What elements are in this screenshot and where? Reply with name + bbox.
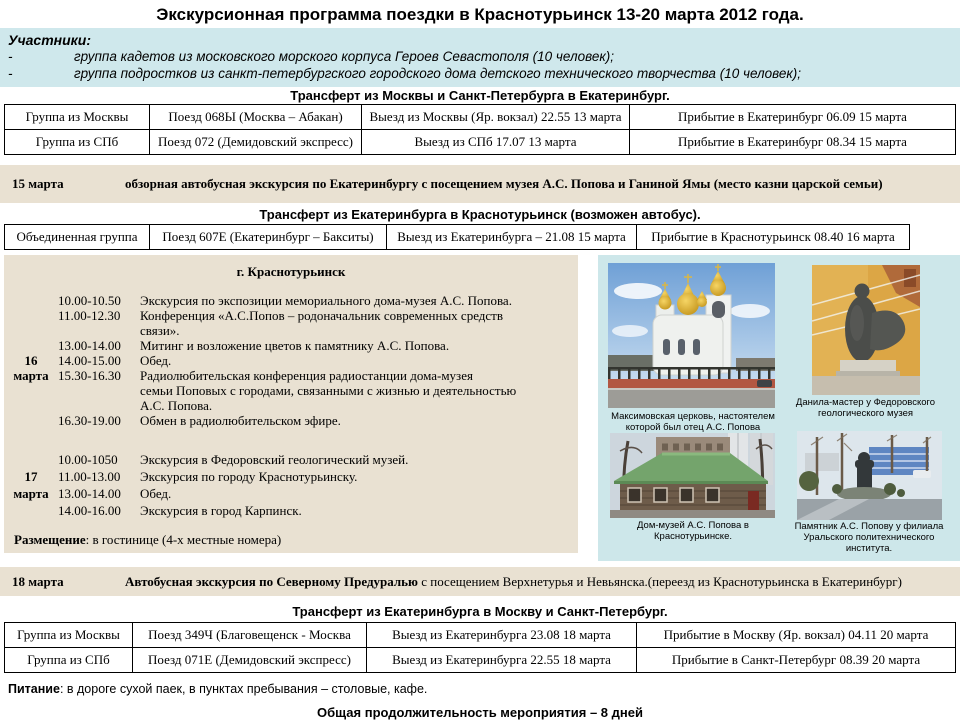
schedule-march17 xyxy=(4,451,578,519)
schedule-time: 16.30-19.00 xyxy=(58,413,121,428)
house-photo xyxy=(610,433,775,518)
duration-line: Общая продолжительность мероприятия – 8 дней xyxy=(317,705,643,720)
march18-text-bold: Автобусная экскурсия по Северному Предуралью xyxy=(125,573,418,589)
city-heading: г. Краснотурьинск xyxy=(236,264,346,279)
schedule-date xyxy=(4,398,58,413)
meals-line xyxy=(8,682,960,696)
schedule-time: 14.00-16.00 xyxy=(58,503,121,518)
schedule-time: 15.30-16.30 xyxy=(58,368,121,383)
participant-item xyxy=(8,48,960,65)
meals-text: : в дороге сухой паек, в пунктах пребывания – столовые, кафе. xyxy=(59,682,428,696)
schedule-line xyxy=(4,338,578,353)
schedule-march16 xyxy=(4,293,578,428)
schedule-text: Конференция «А.С.Попов – родоначальник современных средств xyxy=(140,308,503,323)
schedule-date xyxy=(4,338,58,353)
table-cell: Прибытие в Екатеринбург 08.34 15 марта xyxy=(630,130,956,155)
church-caption: Максимовская церковь, настоятелем которой был отец А.С. Попова xyxy=(611,411,775,433)
schedule-time: 10.00-10.50 xyxy=(58,293,121,308)
participants-box xyxy=(0,28,960,87)
schedule-text: Обед. xyxy=(140,353,172,368)
bullet-dash: - xyxy=(8,66,13,81)
table-cell: Выезд из Москвы (Яр. вокзал) 22.55 13 марта xyxy=(362,105,630,130)
schedule-line xyxy=(4,485,578,502)
schedule-time: 11.00-12.30 xyxy=(58,308,121,323)
schedule-date: 16 xyxy=(24,353,38,368)
schedule-time: 13.00-14.00 xyxy=(58,486,121,501)
section-title-transfer-to-ekb: Трансферт из Москвы и Санкт-Петербурга в Екатеринбург. xyxy=(290,88,670,103)
table-cell: Прибытие в Санкт-Петербург 08.39 20 марта xyxy=(637,648,956,673)
schedule-date: марта xyxy=(13,486,49,501)
section-title-transfer-back: Трансферт из Екатеринбурга в Москву и Санкт-Петербург. xyxy=(292,604,668,619)
statue-caption: Данила-мастер у Федоровского геологического музея xyxy=(795,397,936,419)
march18-date: 18 марта xyxy=(12,573,64,589)
table-cell: Прибытие в Москву (Яр. вокзал) 04.11 20 марта xyxy=(637,623,956,648)
table-cell: Поезд 349Ч (Благовещенск - Москва xyxy=(133,623,367,648)
accommodation-text: : в гостинице (4-х местные номера) xyxy=(85,532,282,547)
table-cell: Выезд из Екатеринбурга – 21.08 15 марта xyxy=(387,225,637,250)
schedule-date: марта xyxy=(13,368,49,383)
schedule-text: Экскурсия в город Карпинск. xyxy=(140,503,302,518)
bullet-dash: - xyxy=(8,49,13,64)
schedule-date: 17 xyxy=(24,469,38,484)
monument-caption: Памятник А.С. Попову у филиала Уральского политехнического института. xyxy=(794,521,944,554)
table-cell: Поезд 071Е (Демидовский экспресс) xyxy=(133,648,367,673)
participant-text: группа кадетов из московского морского корпуса Героев Севастополя (10 человек); xyxy=(74,49,614,64)
march15-band xyxy=(0,165,960,203)
table-row xyxy=(5,648,956,673)
table-cell: Прибытие в Краснотурьинск 08.40 16 марта xyxy=(637,225,910,250)
transfer-back-table xyxy=(4,622,956,673)
participants-heading: Участники: xyxy=(8,32,91,48)
table-cell: Выезд из Екатеринбурга 22.55 18 марта xyxy=(367,648,637,673)
schedule-date xyxy=(4,293,58,308)
schedule-text: Обмен в радиолюбительском эфире. xyxy=(140,413,341,428)
house-caption: Дом-музей А.С. Попова в Краснотурьинске. xyxy=(637,520,749,542)
table-cell: Группа из СПб xyxy=(5,130,150,155)
schedule-line xyxy=(4,398,578,413)
table-cell: Выезд из СПб 17.07 13 марта xyxy=(362,130,630,155)
schedule-date xyxy=(4,502,58,519)
accommodation-line xyxy=(4,532,578,548)
table-cell: Поезд 072 (Демидовский экспресс) xyxy=(150,130,362,155)
schedule-line xyxy=(4,293,578,308)
table-row xyxy=(5,105,956,130)
main-area xyxy=(0,255,960,561)
schedule-time xyxy=(58,323,140,338)
section-title-transfer-to-krasnoturinsk: Трансферт из Екатеринбурга в Краснотурьинск (возможен автобус). xyxy=(259,207,701,222)
table-cell: Группа из Москвы xyxy=(5,623,133,648)
schedule-date xyxy=(4,413,58,428)
table-cell: Группа из Москвы xyxy=(5,105,150,130)
schedule-text: Обед. xyxy=(140,486,172,501)
meals-label: Питание xyxy=(8,682,60,696)
schedule-text: Экскурсия по экспозиции мемориального дома-музея А.С. Попова. xyxy=(140,293,512,308)
schedule-text: Радиолюбительская конференция радиостанции дома-музея xyxy=(140,368,473,383)
schedule-time xyxy=(58,383,140,398)
march18-text-rest: с посещением Верхнетурья и Невьянска.(переезд из Краснотурьинска в Екатеринбург) xyxy=(417,573,902,589)
table-row xyxy=(5,623,956,648)
schedule-text: А.С. Попова. xyxy=(140,398,213,413)
participant-item xyxy=(8,65,960,82)
schedule-text: Экскурсия по городу Краснотурьинску. xyxy=(140,469,358,484)
schedule-line xyxy=(4,323,578,338)
schedule-line xyxy=(4,468,578,485)
table-cell: Поезд 607Е (Екатеринбург – Бакситы) xyxy=(150,225,387,250)
photos-panel xyxy=(598,255,960,561)
schedule-time xyxy=(58,398,140,413)
schedule-time: 11.00-13.00 xyxy=(58,469,121,484)
table-row xyxy=(5,130,956,155)
transfer-to-ekb-table xyxy=(4,104,956,155)
slide xyxy=(0,4,960,724)
table-cell: Объединенная группа xyxy=(5,225,150,250)
schedule-line xyxy=(4,383,578,398)
march18-band xyxy=(0,567,960,596)
schedule-date xyxy=(4,451,58,468)
schedule-date xyxy=(4,308,58,323)
table-cell: Прибытие в Екатеринбург 06.09 15 марта xyxy=(630,105,956,130)
march15-text: обзорная автобусная экскурсия по Екатеринбургу с посещением музея А.С. Попова и Ганиной Ямы (место казни царской семьи) xyxy=(125,176,883,191)
participant-text: группа подростков из санкт-петербургского городского дома детского технического творчества (10 человек); xyxy=(74,66,802,81)
schedule-line xyxy=(4,502,578,519)
schedule-time: 13.00-14.00 xyxy=(58,338,121,353)
schedule-line xyxy=(4,413,578,428)
schedule-text: Экскурсия в Федоровский геологический музей. xyxy=(140,452,409,467)
schedule-text: Митинг и возложение цветов к памятнику А.С. Попова. xyxy=(140,338,450,353)
schedule-line xyxy=(4,353,578,368)
page-title: Экскурсионная программа поездки в Краснотурьинск 13-20 марта 2012 года. xyxy=(156,5,804,24)
monument-photo xyxy=(797,431,942,520)
schedule-line xyxy=(4,368,578,383)
schedule-date xyxy=(4,323,58,338)
transfer-to-krasnoturinsk-table xyxy=(4,224,910,250)
march15-date: 15 марта xyxy=(12,176,64,191)
schedule-date xyxy=(4,383,58,398)
church-photo xyxy=(608,263,775,408)
table-row xyxy=(5,225,910,250)
statue-photo xyxy=(812,265,920,395)
march18-text xyxy=(125,574,902,590)
schedule-text: семьи Поповых с городами, связанными с жизнью и деятельностью xyxy=(140,383,517,398)
schedule-time: 10.00-1050 xyxy=(58,452,118,467)
table-cell: Поезд 068Ы (Москва – Абакан) xyxy=(150,105,362,130)
schedule-line xyxy=(4,451,578,468)
city-program-panel xyxy=(4,255,578,553)
schedule-text: связи». xyxy=(140,323,180,338)
schedule-line xyxy=(4,308,578,323)
schedule-time: 14.00-15.00 xyxy=(58,353,121,368)
table-cell: Группа из СПб xyxy=(5,648,133,673)
table-cell: Выезд из Екатеринбурга 23.08 18 марта xyxy=(367,623,637,648)
accommodation-label: Размещение xyxy=(14,532,86,547)
